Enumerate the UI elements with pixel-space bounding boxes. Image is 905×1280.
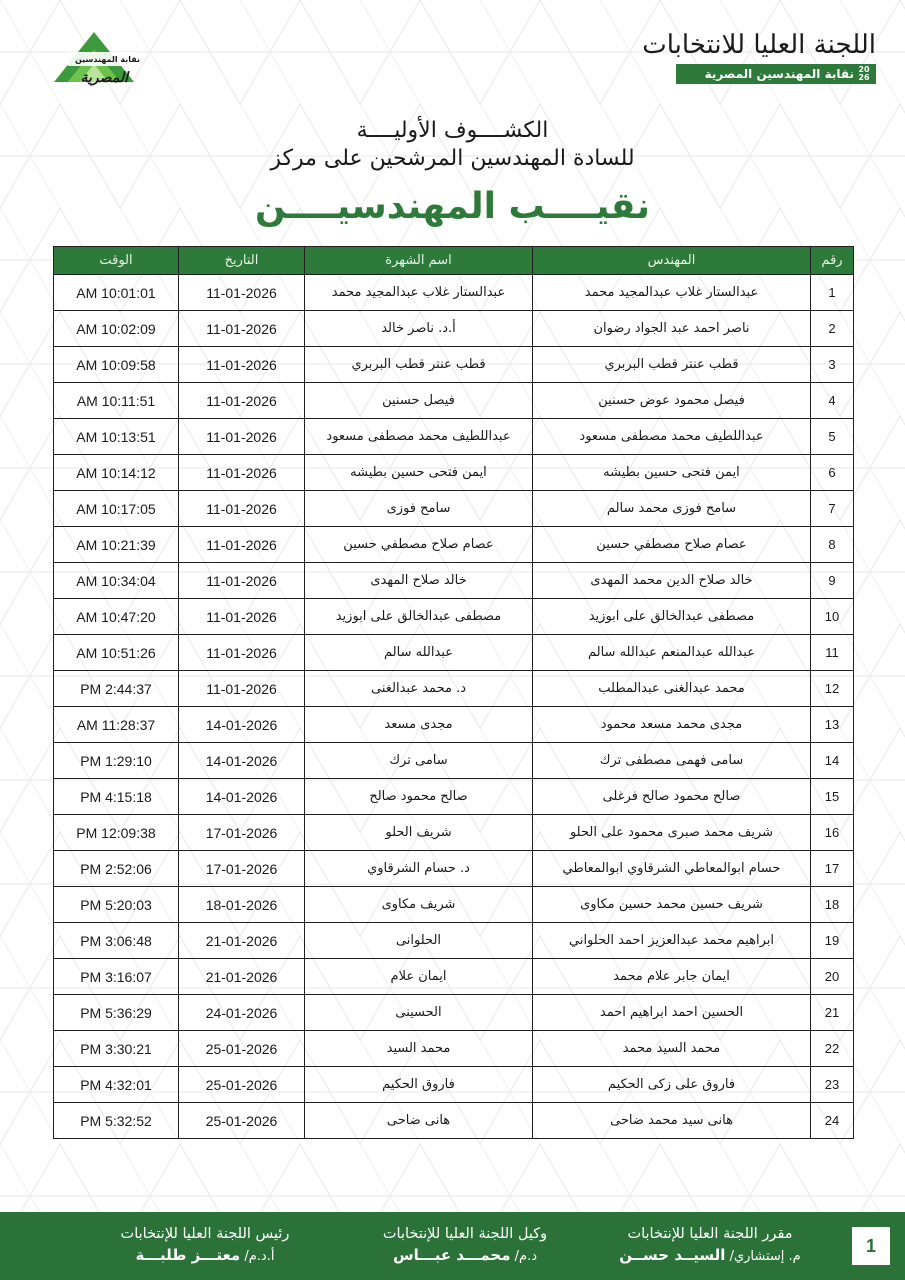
table-row [54, 815, 854, 851]
cell-date: 11-01-2026 [179, 455, 305, 491]
title-position: نقيــــب المهندسيــــن [255, 186, 650, 227]
cell-engineer: فاروق على زكى الحكيم [533, 1067, 811, 1103]
cell-date: 25-01-2026 [179, 1103, 305, 1139]
cell-nickname: شريف الحلو [305, 815, 533, 851]
column-header-nickname: اسم الشهرة [305, 247, 533, 275]
table-row [54, 311, 854, 347]
committee-logo-band [676, 64, 876, 84]
cell-nickname: قطب عنتر قطب البربري [305, 347, 533, 383]
cell-time: AM 10:47:20 [54, 599, 179, 635]
cell-engineer: هانى سيد محمد ضاحى [533, 1103, 811, 1139]
column-header-time: الوقت [54, 247, 179, 275]
cell-date: 25-01-2026 [179, 1031, 305, 1067]
cell-number: 4 [811, 383, 854, 419]
cell-date: 11-01-2026 [179, 599, 305, 635]
table-row [54, 1103, 854, 1139]
cell-nickname: عبدالستار غلاب عبدالمجيد محمد [305, 275, 533, 311]
cell-number: 2 [811, 311, 854, 347]
table-row [54, 563, 854, 599]
cell-number: 11 [811, 635, 854, 671]
cell-nickname: مصطفى عبدالخالق على ابوزيد [305, 599, 533, 635]
signatory-title: م. إستشاري/ [729, 1249, 801, 1264]
table-row [54, 527, 854, 563]
cell-engineer: ابراهيم محمد عبدالعزيز احمد الحلواني [533, 923, 811, 959]
signatory-title: د.م/ [514, 1249, 537, 1264]
cell-time: AM 10:01:01 [54, 275, 179, 311]
cell-nickname: الحسينى [305, 995, 533, 1031]
cell-engineer: قطب عنتر قطب البربري [533, 347, 811, 383]
cell-number: 9 [811, 563, 854, 599]
cell-time: PM 4:32:01 [54, 1067, 179, 1103]
committee-logo-band-text: نقابة المهندسين المصرية [704, 67, 854, 81]
cell-nickname: عبدالله سالم [305, 635, 533, 671]
table-row [54, 455, 854, 491]
year-top: 20 [858, 65, 870, 74]
cell-time: PM 5:20:03 [54, 887, 179, 923]
cell-number: 5 [811, 419, 854, 455]
cell-time: AM 10:09:58 [54, 347, 179, 383]
cell-time: PM 3:06:48 [54, 923, 179, 959]
cell-date: 11-01-2026 [179, 311, 305, 347]
signatory-name [345, 1244, 585, 1268]
cell-time: AM 10:14:12 [54, 455, 179, 491]
table-row [54, 347, 854, 383]
cell-date: 25-01-2026 [179, 1067, 305, 1103]
table-row [54, 959, 854, 995]
signatory-role: وكيل اللجنة العليا للإنتخابات [382, 1226, 548, 1242]
cell-number: 18 [811, 887, 854, 923]
cell-nickname: ايمن فتحى حسين بطيشه [305, 455, 533, 491]
cell-date: 11-01-2026 [179, 347, 305, 383]
signatory-name-bold: معتـــز طلبـــة [135, 1246, 241, 1264]
cell-nickname: أ.د. ناصر خالد [305, 311, 533, 347]
table-row [54, 599, 854, 635]
elections-committee-logo [642, 28, 876, 92]
cell-date: 14-01-2026 [179, 779, 305, 815]
cell-engineer: ايمان جابر علام محمد [533, 959, 811, 995]
cell-time: PM 2:52:06 [54, 851, 179, 887]
cell-date: 11-01-2026 [179, 671, 305, 707]
cell-number: 16 [811, 815, 854, 851]
cell-date: 21-01-2026 [179, 959, 305, 995]
cell-date: 24-01-2026 [179, 995, 305, 1031]
signatory-chairman [95, 1224, 315, 1268]
cell-engineer: فيصل محمود عوض حسنين [533, 383, 811, 419]
cell-time: PM 5:32:52 [54, 1103, 179, 1139]
cell-engineer: ناصر احمد عبد الجواد رضوان [533, 311, 811, 347]
cell-time: PM 5:36:29 [54, 995, 179, 1031]
cell-time: AM 10:17:05 [54, 491, 179, 527]
table-row [54, 635, 854, 671]
cell-nickname: فيصل حسنين [305, 383, 533, 419]
syndicate-logo [50, 30, 140, 94]
table-row [54, 275, 854, 311]
cell-time: PM 4:15:18 [54, 779, 179, 815]
title-candidates-for: للسادة المهندسين المرشحين على مركز [270, 146, 635, 171]
cell-nickname: شريف مكاوى [305, 887, 533, 923]
signatory-name [95, 1244, 315, 1268]
year-bottom: 26 [858, 73, 870, 82]
table-row [54, 779, 854, 815]
column-header-number: رقم [811, 247, 854, 275]
cell-nickname: مجدى مسعد [305, 707, 533, 743]
cell-date: 21-01-2026 [179, 923, 305, 959]
table-row [54, 743, 854, 779]
cell-number: 23 [811, 1067, 854, 1103]
page-number: 1 [852, 1227, 890, 1265]
table-row [54, 995, 854, 1031]
cell-nickname: عبداللطيف محمد مصطفى مسعود [305, 419, 533, 455]
cell-date: 11-01-2026 [179, 491, 305, 527]
table-row [54, 707, 854, 743]
cell-number: 17 [811, 851, 854, 887]
cell-engineer: الحسين احمد ابراهيم احمد [533, 995, 811, 1031]
table-row [54, 383, 854, 419]
cell-engineer: سامى فهمى مصطفى ترك [533, 743, 811, 779]
cell-engineer: مصطفى عبدالخالق على ابوزيد [533, 599, 811, 635]
committee-logo-year [858, 66, 870, 82]
cell-number: 1 [811, 275, 854, 311]
signatory-deputy [345, 1224, 585, 1268]
cell-nickname: الحلوانى [305, 923, 533, 959]
cell-engineer: عصام صلاح مصطفي حسين [533, 527, 811, 563]
cell-number: 10 [811, 599, 854, 635]
cell-engineer: عبداللطيف محمد مصطفى مسعود [533, 419, 811, 455]
table-row [54, 923, 854, 959]
cell-engineer: محمد السيد محمد [533, 1031, 811, 1067]
cell-engineer: شريف حسين محمد حسين مكاوى [533, 887, 811, 923]
cell-date: 14-01-2026 [179, 707, 305, 743]
cell-number: 13 [811, 707, 854, 743]
cell-engineer: عبدالستار غلاب عبدالمجيد محمد [533, 275, 811, 311]
cell-nickname: سامح فوزى [305, 491, 533, 527]
cell-number: 12 [811, 671, 854, 707]
cell-time: PM 1:29:10 [54, 743, 179, 779]
table-row [54, 671, 854, 707]
cell-date: 11-01-2026 [179, 383, 305, 419]
table-row [54, 491, 854, 527]
cell-date: 17-01-2026 [179, 851, 305, 887]
cell-engineer: سامح فوزى محمد سالم [533, 491, 811, 527]
cell-time: AM 11:28:37 [54, 707, 179, 743]
signatory-name-bold: محمـــد عبـــاس [392, 1246, 511, 1264]
cell-engineer: مجدى محمد مسعد محمود [533, 707, 811, 743]
cell-date: 11-01-2026 [179, 635, 305, 671]
cell-engineer: عبدالله عبدالمنعم عبدالله سالم [533, 635, 811, 671]
cell-nickname: سامى ترك [305, 743, 533, 779]
cell-engineer: محمد عبدالغنى عبدالمطلب [533, 671, 811, 707]
cell-nickname: د. محمد عبدالغنى [305, 671, 533, 707]
cell-date: 11-01-2026 [179, 275, 305, 311]
cell-date: 11-01-2026 [179, 563, 305, 599]
cell-number: 15 [811, 779, 854, 815]
cell-nickname: عصام صلاح مصطفي حسين [305, 527, 533, 563]
syndicate-logo-line1: نقابة المهندسين [74, 55, 140, 64]
signatory-name-bold: السيــد حســن [619, 1246, 726, 1264]
column-header-date: التاريخ [179, 247, 305, 275]
cell-engineer: خالد صلاح الدين محمد المهدى [533, 563, 811, 599]
cell-time: AM 10:34:04 [54, 563, 179, 599]
cell-date: 11-01-2026 [179, 527, 305, 563]
signatory-role: رئيس اللجنة العليا للإنتخابات [120, 1226, 290, 1242]
cell-time: PM 3:30:21 [54, 1031, 179, 1067]
cell-number: 8 [811, 527, 854, 563]
table-row [54, 419, 854, 455]
cell-time: AM 10:21:39 [54, 527, 179, 563]
cell-nickname: ايمان علام [305, 959, 533, 995]
cell-number: 20 [811, 959, 854, 995]
cell-time: PM 12:09:38 [54, 815, 179, 851]
cell-number: 3 [811, 347, 854, 383]
cell-number: 21 [811, 995, 854, 1031]
table-row [54, 1067, 854, 1103]
table-header-row [54, 247, 854, 275]
cell-number: 22 [811, 1031, 854, 1067]
cell-nickname: هانى ضاحى [305, 1103, 533, 1139]
footer-signatures [0, 1212, 905, 1280]
cell-date: 14-01-2026 [179, 743, 305, 779]
cell-number: 7 [811, 491, 854, 527]
signatory-name [585, 1244, 835, 1268]
cell-number: 24 [811, 1103, 854, 1139]
signatory-title: أ.د.م/ [244, 1249, 275, 1264]
committee-logo-calligraphy: اللجنة العليا للانتخابات [642, 30, 876, 60]
table-row [54, 887, 854, 923]
cell-engineer: حسام ابوالمعاطي الشرقاوي ابوالمعاطي [533, 851, 811, 887]
column-header-engineer: المهندس [533, 247, 811, 275]
cell-engineer: صالح محمود صالح فرغلى [533, 779, 811, 815]
cell-engineer: ايمن فتحى حسين بطيشه [533, 455, 811, 491]
cell-nickname: فاروق الحكيم [305, 1067, 533, 1103]
cell-date: 17-01-2026 [179, 815, 305, 851]
cell-time: PM 3:16:07 [54, 959, 179, 995]
cell-number: 14 [811, 743, 854, 779]
table-row [54, 1031, 854, 1067]
cell-number: 19 [811, 923, 854, 959]
syndicate-logo-line2: المصرية [80, 70, 128, 86]
cell-engineer: شريف محمد صبرى محمود على الحلو [533, 815, 811, 851]
signatory-role: مقرر اللجنة العليا للإنتخابات [627, 1226, 793, 1242]
cell-date: 18-01-2026 [179, 887, 305, 923]
table-row [54, 851, 854, 887]
cell-nickname: د. حسام الشرقاوي [305, 851, 533, 887]
cell-time: AM 10:02:09 [54, 311, 179, 347]
candidates-table [53, 246, 853, 1139]
cell-nickname: محمد السيد [305, 1031, 533, 1067]
cell-time: AM 10:13:51 [54, 419, 179, 455]
cell-date: 11-01-2026 [179, 419, 305, 455]
signatory-rapporteur [585, 1224, 835, 1268]
cell-time: AM 10:11:51 [54, 383, 179, 419]
cell-time: PM 2:44:37 [54, 671, 179, 707]
title-preliminary-lists: الكشــــوف الأوليــــة [356, 118, 549, 143]
cell-nickname: صالح محمود صالح [305, 779, 533, 815]
cell-number: 6 [811, 455, 854, 491]
cell-time: AM 10:51:26 [54, 635, 179, 671]
cell-nickname: خالد صلاح المهدى [305, 563, 533, 599]
